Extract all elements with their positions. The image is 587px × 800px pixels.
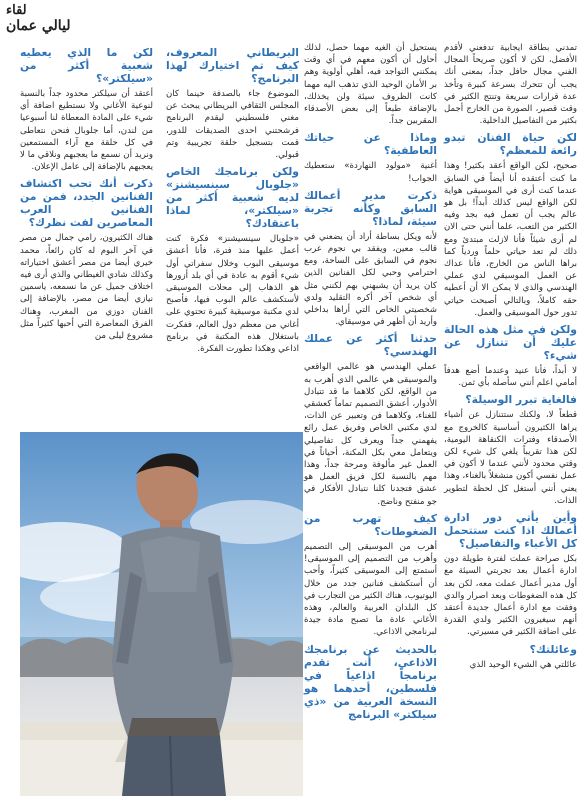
interview-question: وأين يأتي دور ادارة أعمالك اذا كنت ستتحمل كل الأعباء والتفاصيل؟ [444,511,577,551]
interview-answer: لأنه ويكل بساطة أراد أن يضعني في قالب معين، ويفقد بي نجوم عرب نجوم في السابق على الساحة، ومع احترامي وحبي لكل الفنانين الذين كان يريد أن يشبهني بهم لكنني مثل أي شخص آخر أكره التقليد ولدي شخصيتي الخاص التي أراها بداخلي وأريد أن أظهر في موسيقاي. [304,231,437,328]
interview-answer: هناك الكثيرون، رامي جمال من مصر في آخر البوم له كان رائعاً، محمد خيري أيضا من مصر أعشق اختياراته وكذلك شادي الغيطاني والذي أرى فيه اختلاف جميل عن ما نسمعه، ياسمين نيازي أيضا من مصر، بالإضافة إلى الفنان دوزي من المغرب، وهناك الفرق المعاصرة التي أحبها كثيراً مثل مشروع ليلى من [20,233,153,342]
interview-answer: بكل صراحة عملت لفترة طويلة دون ادارة أعمال بعد تجربتي السيئة مع أول مدير أعمال عملت معه، لكن بعد كل هذه الضغوطات وبعد اصرار والدي وفقت مع ادارة أعمال جديدة أعتقد أنهم سيغيرون الكثير ولدي القدرة على اضافة الكثير في مسيرتي. [444,554,577,638]
magazine-name: ليالي عمان [6,18,71,34]
magazine-logo [6,4,71,34]
interview-answer: «جلوبال سينسيشنز» فكرة كنت أعمل عليها منذ فترة، فأنا أعشق موسيقى البوب وخلال سفراتي أول شيء أقوم به عادة في أي بلد أزورها هو الذهاب إلى محلات الموسيقى لأستكشف عالم البوب فيها، فأصبح لدي مكتبة موسيقية كبيرة تحتوي على أغاني من معظم دول العالم، ففكرت باستغلال هذه المكتبة في برنامج اذاعي وهكذا تطورت الفكرة. [166,234,299,355]
interview-answer: أهرب من الموسيقى إلى التصميم وأهرب من التصميم إلى الموسيقى! أستمتع إلى الموسيقى كثيراً، وأحب أن أستكشف فنانين جدد من خلال اليوتيوب، هناك الكثير من التجارب في كل البلدان العربية والعالم، وهذه الأغاني عادة ما تصبح مادة جيدة لبرنامجي الاذاعي. [304,541,437,638]
article-column-4 [20,42,153,346]
interview-answer: تمدني بطاقة ايجابية تدفعني لأقدم الأفضل، لكن لا أكون صريحاً المجال الفني مجال حافل جداً، بمعنى أنك يجب أن تتحرك بسرعة كبيرة وتأخذ عدة قرارات سريعة وتنتج الكثير في وقت قصير، الصورة من الخارج أجمل بكثير من التفاصيل الداخلية. [444,43,577,127]
section-label: لقاء [6,3,27,18]
interview-question: ذكرت أنك تحب اكتشاف الفنانين الجدد، فمن من الفنانين العرب المعاصرين لفت نظرك؟ [20,177,153,230]
interview-question: لكن حياة الفنان تبدو رائعة للمعظم؟ [444,131,577,158]
interview-question: بالحديث عن برنامجك الاذاعي، أنت تقدم برنامجاً اذاعياً في فلسطين، أحدهما هو النسخة العربية من «ذي سيلكتر» البرنامج [304,642,437,721]
interview-question: ولكن برنامجك الخاص «جلوبال سينسيشنز» لديه شعبية أكثر من «سيلكتر»، لماذا باعتقادك؟ [166,165,299,231]
interview-question: وماذا عن حياتك العاطفية؟ [304,131,437,158]
article-column-2 [304,42,437,724]
article-column-1 [444,42,577,675]
interview-answer: صحيح، لكن الواقع أعقد بكثير! وهذا ما كنت أعتقده أنا أيضاً في السابق عندما كنت أرى في الموسيقى هواية لكن الواقع ليس كذلك أبداً! بل هو عالم يجب أن تعمل فيه بجد وفيه الكثير من التعب، علما أنني حتى الان لم أرى شيئاً فأنا لازلت مبتدئ ومع ذلك لم تعد حياتي حلماً وردياً كما براها الناس من الخارج، فأنا عداك عن العمل الموسيقي لدي عملي الهندسي والذي لا يمكن الا أن أعطيه حقه كاملاً، وبالتالي أصبحت حياتي تدور حول الموسيقى والعمل. [444,161,577,318]
interview-answer: قطعاً لا، ولكنك ستتنازل عن أشياء يراها الكثيرون أساسية كالخروج مع الأصدقاء وفترات الكنقاهة اليومية، لكن هذا تقريباً يلغي كل شيء لكن وقتي محدود لأنني عندما لا أكون في عمل نفسي أكون منشغلاً بالغناء، وهذا يعني أنني أستغل كل لحظة لتطوير الذات. [444,410,577,506]
interview-question: لكن ما الذي يعطيه شعبية أكثر من «سيلكتر»؟ [20,46,153,85]
interview-answer: أعتقد أن سيلكتر محدود جداً بالنسبة لنوعية الأغاني ولا نستطيع اضافة أي شيء على المادة المعطاة لنا أسبوعيا من لندن، أما جلوبال فنحن نتعاطى في كل حلقة مع آراء المستمعين ونريد أن نسمع ما يعجبهم ونلاقي ما لا يعجبهم بالإضافة إلى عامل الإعلان. [20,89,153,173]
interview-answer: يستحيل أن الغيه مهما حصل، لذلك أحاول أن أكون معهم في أي وقت يمكنني التواجد فيه، أهلي أولوية وهم بر الأمان الوحيد الذي تذهب اليه مهما كانت الظروف سيئة ولن يخذلك، بالإضافة طبعاً إلى بعض الأصدقاء المقربين جداً. [304,43,437,127]
interview-question: البريطاني المعروف، كيف تم اختيارك لهذا البرنامج؟ [166,46,299,85]
interview-answer: عائلتي هي الشيء الوحيد الذي [469,659,577,670]
interview-question: حدثنا أكثر عن عملك الهندسي؟ [304,332,437,359]
interview-photo [20,432,303,796]
interview-answer: أغنية «مولود النهاردة» ستعطيك الجواب! [304,161,437,184]
interview-question: ذكرت مدير أعمالك السابق وكأنه تجربة سيئة، لماذا؟ [304,188,437,228]
interview-answer: لا أبداً، فأنا عنيد وعندما أضع هدفاً أمامي اعلم أنني سأصله بأي ثمن. [444,366,577,389]
page-header [0,0,587,38]
interview-question: ولكن في مثل هذه الحالة عليك أن تتنازل عن شيء؟ [444,323,577,363]
interview-question: وعائلتك؟ [529,642,577,656]
article-column-3 [166,42,299,359]
interview-question: فالغاية تبرر الوسيلة؟ [465,393,577,407]
interview-answer: الموضوع جاء بالصدفة حينما كان المجلس الثقافي البريطاني يبحث عن مغني فلسطيني ليقدم البرنامج فرشحتني احدى الصديقات للدور، قمت بتسجيل حلقة تجريبية وتم قبولي. [166,89,299,161]
interview-question: كيف تهرب من الضغوطات؟ [304,511,437,538]
interview-answer: عملي الهندسي هو عالمي الواقعي والموسيقى هي عالمي الذي أهرب به من الواقع، لكن كلاهما ما قد تتبادل الأدوار، أعشق التصميم تماماً كعشقي للغناء، وكلاهما فن وتعبير عن الذات، لدي مكتبي الخاص وفريق عمل رائع يفهمني جداً ويعرف كل تفاصيلي ويتعامل معي بكل المكنة، أحياناً في العمل غير مألوفة ومرحة جداً، وهذا مهم بالنسبة لكل فريق العمل هو عشق فتجدنا كلنا نتبادل الأفكار في جو منفتح وناضج. [304,362,437,507]
